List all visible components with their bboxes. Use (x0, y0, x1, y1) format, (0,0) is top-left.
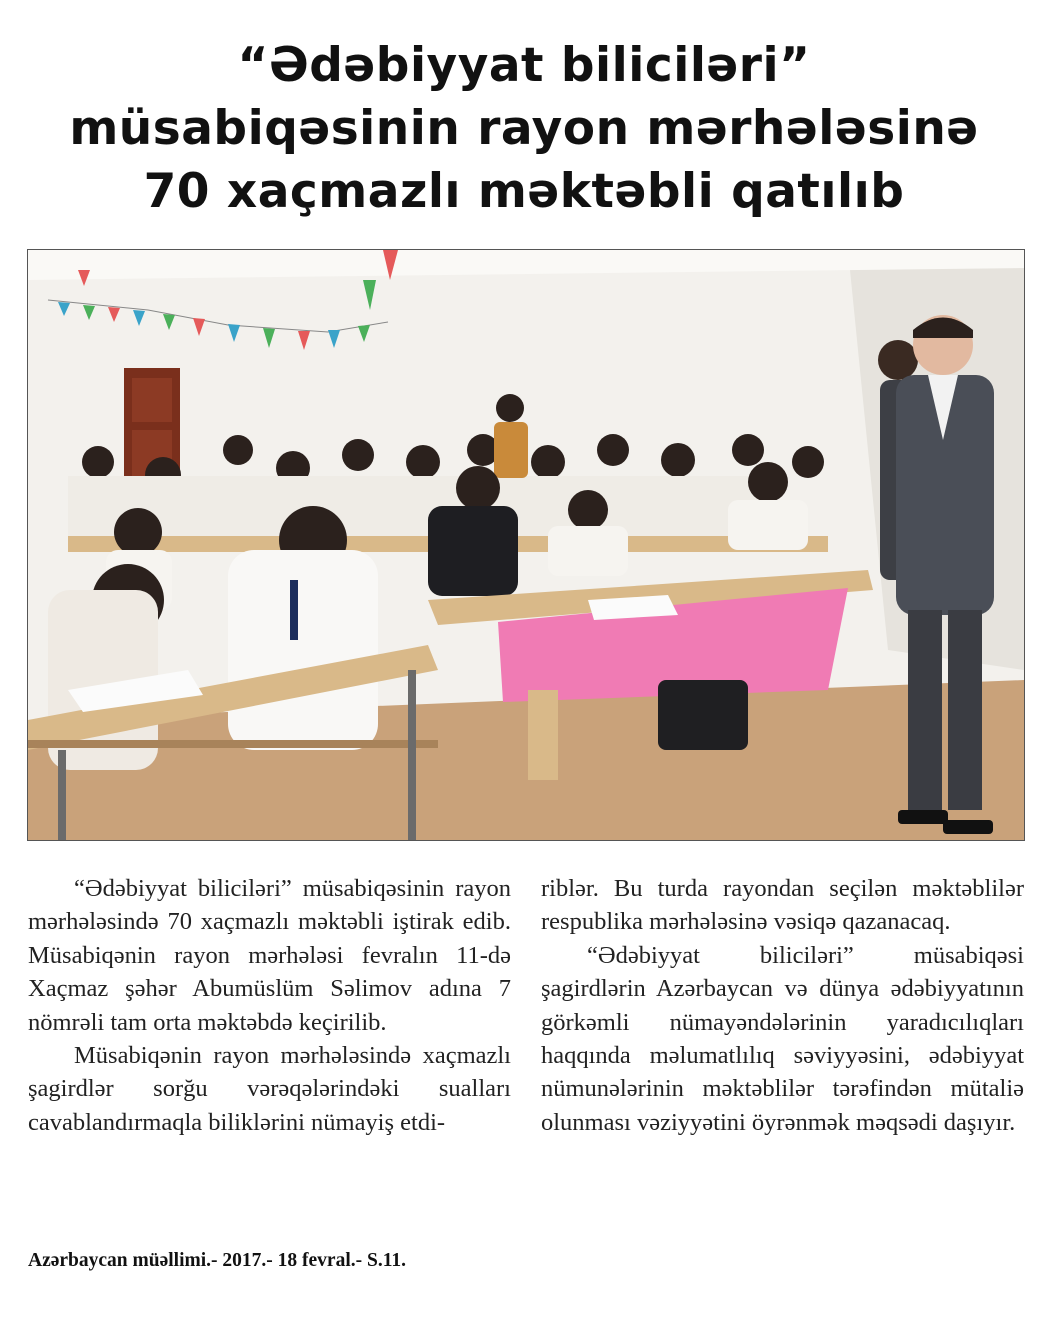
paragraph: “Ədəbiyyat biliciləri” müsabiqəsinin rayon mərhələsində 70 xaçmazlı məktəbli iştirak edib. Müsabiqənin rayon mərhələsi fevralın 11-də Xaçmaz şəhər Abumüslüm Səlimov adına 7 nömrəli tam orta məktəbdə keçirilib. (28, 875, 511, 1036)
classroom-photo (27, 249, 1025, 841)
paragraph: riblər. Bu turda rayondan seçilən məktəblilər respublika mərhələsinə vəsiqə qazanacaq. (541, 875, 1024, 936)
teacher-at-back (494, 394, 528, 478)
source-citation: Azərbaycan müəllimi.- 2017.- 18 fevral.- S.11. (28, 1250, 407, 1271)
article-column-left (28, 872, 511, 1139)
headline-line-1: “Ədəbiyyat biliciləri” (237, 38, 811, 93)
paragraph: “Ədəbiyyat biliciləri” müsabiqəsi şagirdlərin Azərbaycan və dünya ədəbiyyatının görkəmli nümayəndələrinin yaradıcılıqları haqqında məlumatlılıq səviyyəsini, ədəbiyyat nümunələrinin məktəblilər tərəfindən mütaliə olunması vəziyyətini öyrənmək məqsədi daşıyır. (541, 941, 1024, 1136)
headline-line-3: 70 xaçmazlı məktəbli qatılıb (143, 164, 905, 219)
headline-line-2: müsabiqəsinin rayon mərhələsinə (69, 101, 979, 156)
classroom-illustration (28, 250, 1024, 840)
paragraph: Müsabiqənin rayon mərhələsində xaçmazlı şagirdlər sorğu vərəqələrindəki sualları cavablandırmaqla biliklərini nümayiş etdi- (28, 1042, 511, 1136)
headline (0, 34, 1048, 223)
article-column-right (541, 872, 1024, 1139)
